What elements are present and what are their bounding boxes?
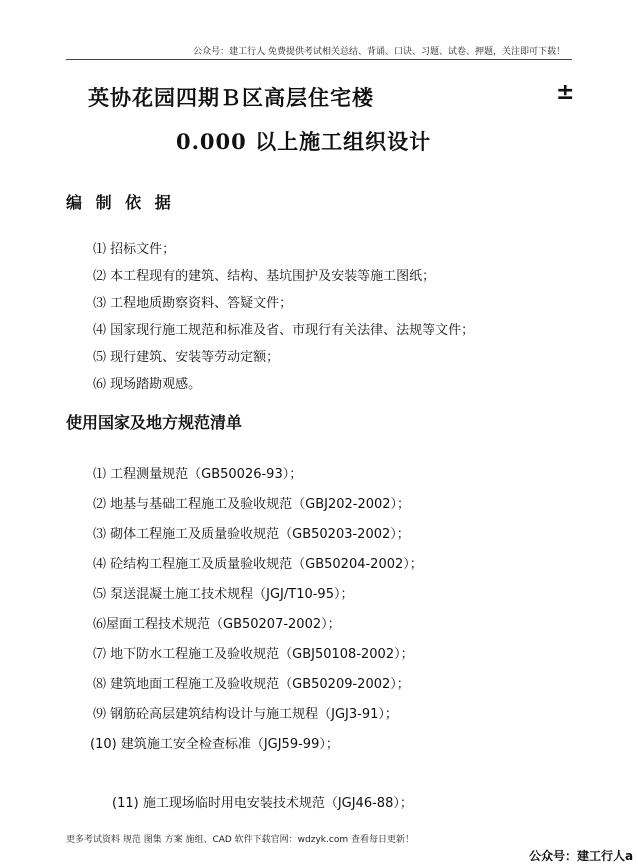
basis-list-item: ⑹ 现场踏勘观感。 [93,377,202,392]
standards-list-item: ⑼ 钢筋砼高层建筑结构设计与施工规程（JGJ3-91）； [93,707,398,722]
basis-list-item: ⑵ 本工程现有的建筑、结构、基坑围护及安装等施工图纸； [93,269,436,284]
standards-list-item: ⑻ 建筑地面工程施工及验收规范（GB50209-2002）； [93,677,410,692]
standards-list-item: ⑶ 砌体工程施工及质量验收规范（GB50203-2002）； [93,527,410,542]
footer-note: 更多考试资料 规范 图集 方案 施组、CAD 软件下载官网：wdzyk.com 查看每日更新！ [66,835,414,845]
basis-list-item: ⑷ 国家现行施工规范和标准及省、市现行有关法律、法规等文件； [93,323,475,338]
standards-list-item: ⑷ 砼结构工程施工及质量验收规范（GB50204-2002）； [93,557,423,572]
standards-list-item: ⑴ 工程测量规范（GB50026-93）； [93,467,303,482]
standards-list-item: (11) 施工现场临时用电安装技术规范（JGJ46-88）； [112,796,413,811]
section-heading-standards: 使用国家及地方规范清单 [66,413,243,432]
standards-list-item: ⑺ 地下防水工程施工及验收规范（GBJ50108-2002）； [93,647,414,662]
standards-list-item: (10) 建筑施工安全检查标准（JGJ59-99）； [90,737,339,752]
footer-account: 公众号：建工行人a [529,849,634,863]
basis-list-item: ⑴ 招标文件； [93,242,176,257]
document-title-line-2: 0.000 以上施工组织设计 [176,129,432,154]
standards-list-item: ⑸ 泵送混凝土施工技术规程（JGJ/T10-95）； [93,587,354,602]
basis-list-item: ⑸ 现行建筑、安装等劳动定额； [93,350,280,365]
standards-list-item: ⑹屋面工程技术规范（GB50207-2002）； [93,617,341,632]
document-title-line-1: 英协花园四期Ｂ区高层住宅楼 [88,85,374,110]
plus-minus-symbol: ± [556,80,575,105]
header-note: 公众号：建工行人 免费提供考试相关总结、背诵、口诀、习题、试卷、押题，关注即可下载！ [193,47,565,57]
basis-list-item: ⑶ 工程地质勘察资料、答疑文件； [93,296,293,311]
header-divider [66,59,572,60]
section-heading-basis: 编 制 依 据 [66,193,175,212]
standards-list-item: ⑵ 地基与基础工程施工及验收规范（GBJ202-2002）； [93,497,411,512]
